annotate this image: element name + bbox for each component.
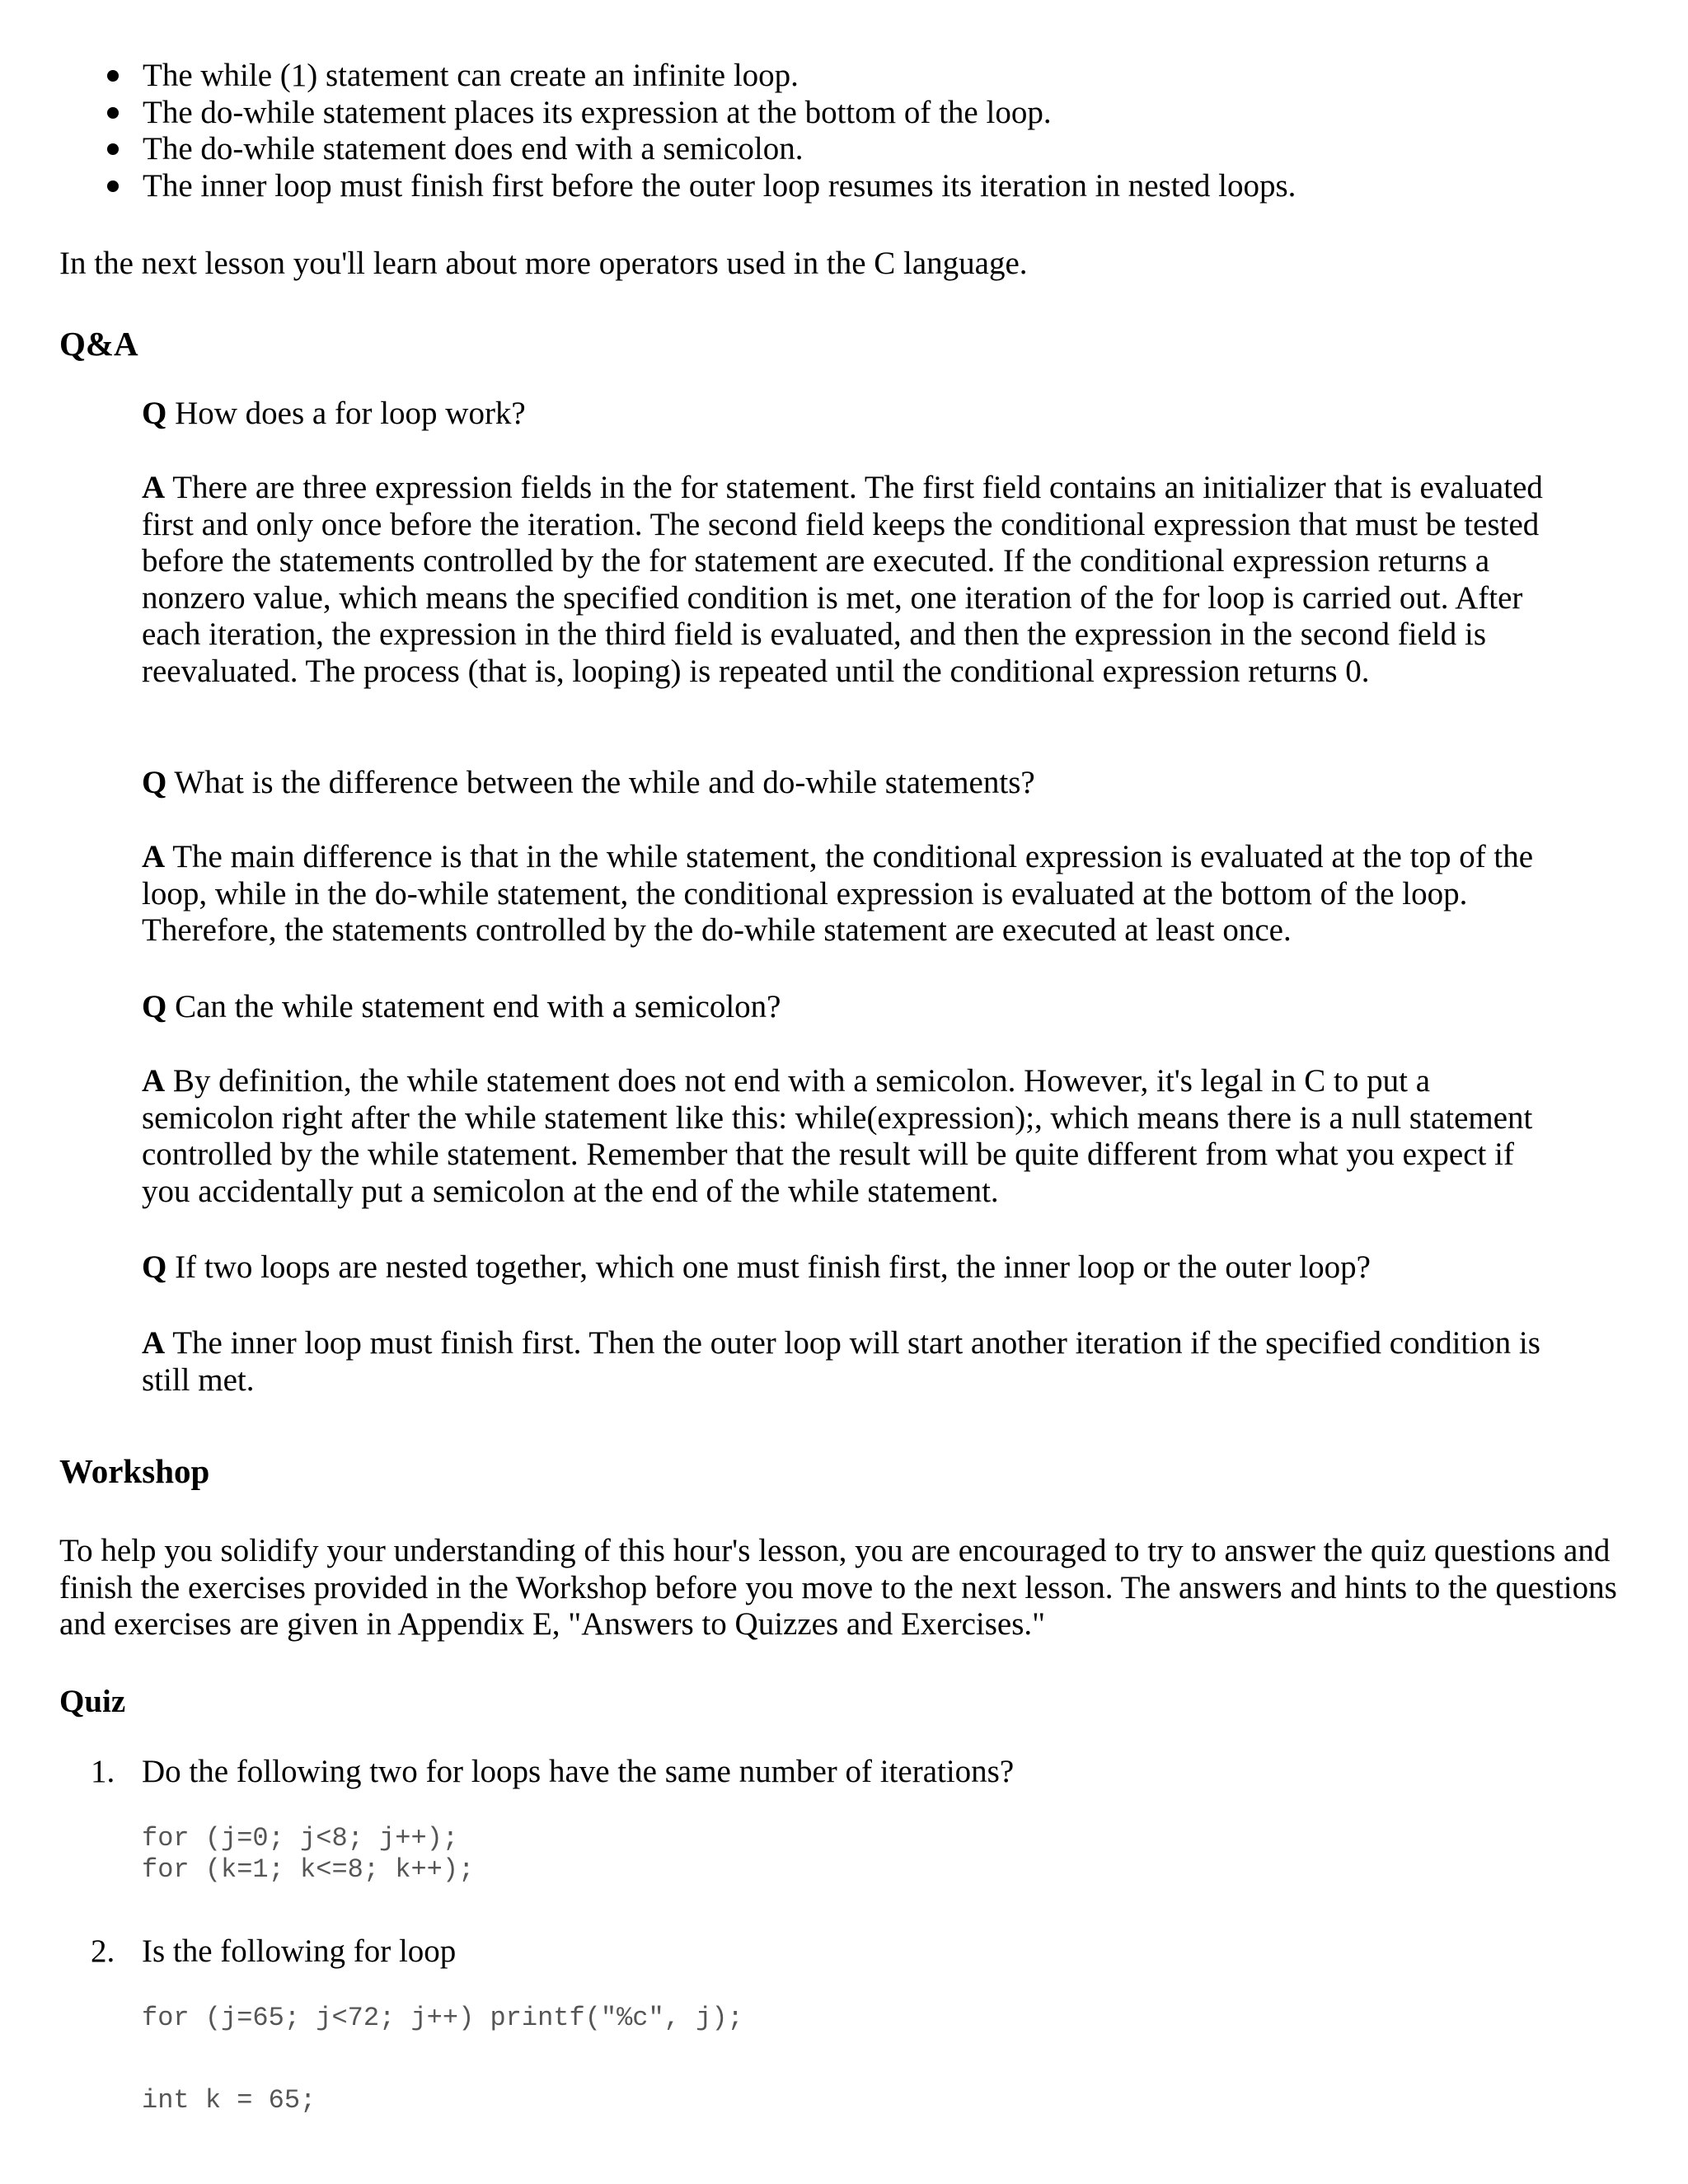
- qa-heading: Q&A: [59, 325, 138, 363]
- bullet-dot-icon: [107, 107, 119, 119]
- bullet-item: [107, 168, 1296, 205]
- question-text: What is the difference between the while and do-while statements?: [174, 765, 1035, 800]
- bullet-item: [107, 95, 1296, 132]
- bullet-text: The inner loop must finish first before the outer loop resumes its iteration in nested loops.: [143, 167, 1296, 204]
- qa-answer: [142, 470, 1543, 690]
- answer-marker: A: [142, 1325, 166, 1361]
- question-marker: Q: [142, 989, 167, 1024]
- next-lesson-paragraph: In the next lesson you'll learn about more operators used in the C language.: [59, 246, 1028, 281]
- code-line: for (j=65; j<72; j++) printf("%c", j);: [142, 2003, 743, 2033]
- workshop-paragraph: To help you solidify your understanding of this hour's lesson, you are encouraged to try to answer the quiz questions and finish the exercises provided in the Workshop before you move to the next lesson. The answers and hints to the questions and exercises are given in Appendix E, "Answers to Quizzes and Exercises.": [59, 1533, 1617, 1642]
- question-text: Can the while statement end with a semicolon?: [175, 989, 781, 1024]
- quiz-heading: Quiz: [59, 1684, 126, 1719]
- bullet-item: [107, 131, 1296, 168]
- qa-answer: [142, 839, 1543, 949]
- code-block: [142, 1823, 474, 1886]
- bullet-text: The while (1) statement can create an infinite loop.: [143, 58, 799, 93]
- answer-text: The main difference is that in the while statement, the conditional expression is evaluated at the top of the loop, while in the do-while statement, the conditional expression is evaluated at the bottom of the loop. Therefore, the statements controlled by the do-while statement are executed at least once.: [142, 839, 1534, 948]
- code-line: for (k=1; k<=8; k++);: [142, 1854, 475, 1885]
- answer-text: By definition, the while statement does not end with a semicolon. However, it's legal in C to put a semicolon right after the while statement like this: while(expression);, which means there is a null statement controlled by the while statement. Remember that the result will be quite different from what you expect if you accidentally put a semicolon at the end of the while statement.: [142, 1063, 1533, 1209]
- answer-marker: A: [142, 470, 166, 505]
- quiz-item-number: 2.: [91, 1933, 115, 1969]
- answer-text: The inner loop must finish first. Then the outer loop will start another iteration if the specified condition is still met.: [142, 1325, 1540, 1398]
- workshop-heading: Workshop: [59, 1452, 210, 1490]
- summary-bullet-list: [107, 58, 1296, 204]
- qa-question: [142, 396, 1543, 433]
- bullet-dot-icon: [107, 70, 119, 82]
- question-text: If two loops are nested together, which one must finish first, the inner loop or the outer loop?: [175, 1249, 1371, 1285]
- bullet-text: The do-while statement places its expression at the bottom of the loop.: [143, 94, 1052, 130]
- qa-answer: [142, 1063, 1543, 1210]
- qa-question: [142, 989, 1543, 1026]
- bullet-dot-icon: [107, 143, 119, 155]
- quiz-question-text: Do the following two for loops have the same number of iterations?: [142, 1754, 1015, 1789]
- question-text: How does a for loop work?: [175, 396, 526, 431]
- question-marker: Q: [142, 765, 167, 800]
- bullet-item: [107, 58, 1296, 95]
- answer-marker: A: [142, 1063, 166, 1099]
- answer-text: There are three expression fields in the for statement. The first field contains an initializer that is evaluated first and only once before the iteration. The second field keeps the conditional expression that must be tested before the statements controlled by the for statement are executed. If the conditional expression returns a nonzero value, which means the specified condition is met, one iteration of the for loop is carried out. After each iteration, the expression in the third field is evaluated, and then the expression in the second field is reevaluated. The process (that is, looping) is repeated until the conditional expression returns 0.: [142, 470, 1543, 689]
- bullet-text: The do-while statement does end with a semicolon.: [143, 131, 804, 166]
- qa-question: [142, 1249, 1543, 1286]
- question-marker: Q: [142, 1249, 167, 1285]
- quiz-item-number: 1.: [91, 1754, 115, 1789]
- quiz-question-text: Is the following for loop: [142, 1933, 457, 1969]
- code-block: [142, 2085, 316, 2116]
- code-line: for (j=0; j<8; j++);: [142, 1823, 459, 1854]
- answer-marker: A: [142, 839, 166, 874]
- question-marker: Q: [142, 396, 167, 431]
- qa-answer: [142, 1325, 1543, 1399]
- code-block: [142, 2003, 743, 2034]
- bullet-dot-icon: [107, 180, 119, 192]
- qa-question: [142, 765, 1543, 802]
- code-line: int k = 65;: [142, 2085, 316, 2116]
